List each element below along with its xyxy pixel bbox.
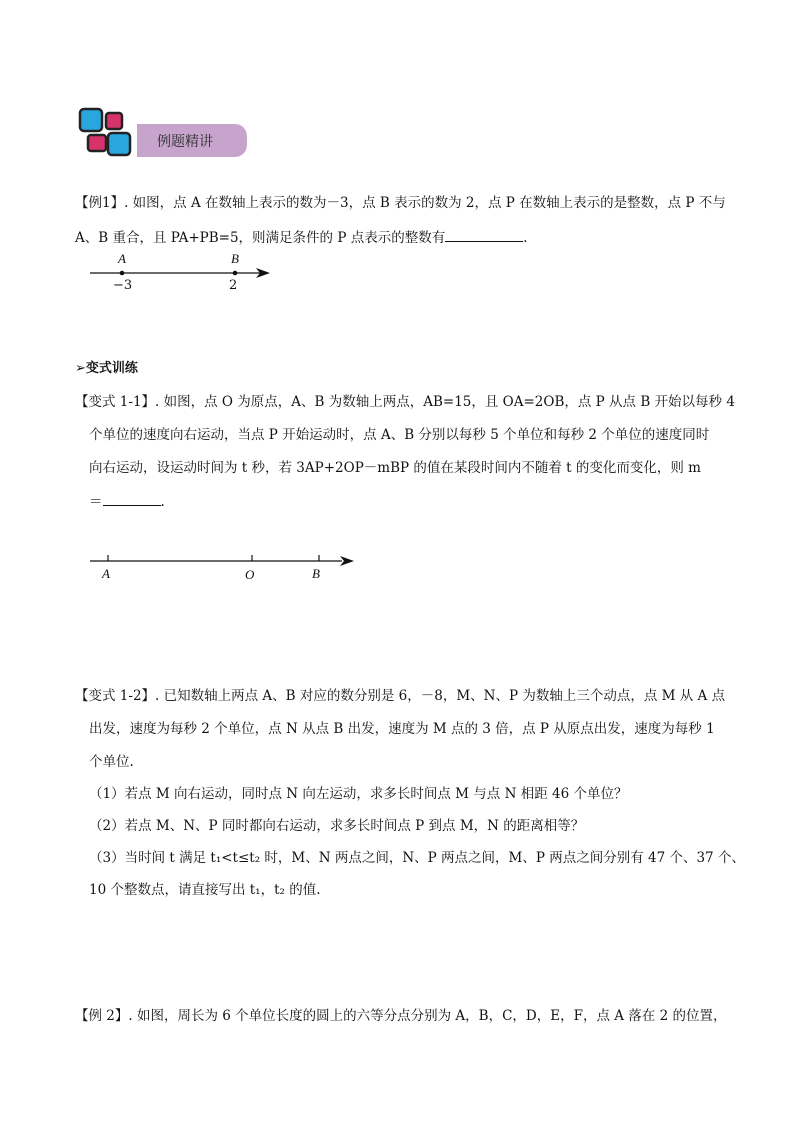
example1-label-a: A xyxy=(118,251,126,266)
example1-line2 xyxy=(75,226,528,248)
variation1-1-line4-prefix: ＝ xyxy=(89,494,103,510)
variation1-2-q1: （1）若点 M 向右运动，同时点 N 向左运动，求多长时间点 M 与点 N 相距 46 个单位？ xyxy=(89,786,628,802)
variation1-1-label-b: B xyxy=(312,566,320,581)
example1-value-a: −3 xyxy=(113,278,133,293)
section-logo-icon xyxy=(78,107,138,159)
example1-line2-end: . xyxy=(523,230,528,246)
variation1-1-answer-blank[interactable] xyxy=(103,490,161,506)
variation1-1-line3: 向右运动，设运动时间为 t 秒，若 3AP+2OP－mBP 的值在某段时间内不随着 t 的变化而变化，则 m xyxy=(89,460,701,476)
example2-line1: 【例 2】. 如图，周长为 6 个单位长度的圆上的六等分点分别为 A，B，C，D，E，F，点 A 落在 2 的位置， xyxy=(75,1008,727,1024)
variation1-2-q3-line1: （3）当时间 t 满足 t₁<t≤t₂ 时，M、N 两点之间，N、P 两点之间，M、P 两点之间分别有 47 个、37 个、 xyxy=(89,850,745,866)
variation1-1-label-o: O xyxy=(245,567,255,582)
example1-label-b: B xyxy=(231,251,239,266)
section-title-tab xyxy=(137,124,247,157)
variation1-1-line4 xyxy=(89,490,165,512)
variation1-1-line4-end: . xyxy=(160,494,165,510)
example1-line2-text: A、B 重合，且 PA+PB=5，则满足条件的 P 点表示的整数有 xyxy=(75,230,446,246)
variation1-2-line3: 个单位. xyxy=(89,754,134,770)
variation1-2-q3-line2: 10 个整数点，请直接写出 t₁，t₂ 的值. xyxy=(89,882,321,898)
example1-line1: 【例1】. 如图，点 A 在数轴上表示的数为－3，点 B 表示的数为 2，点 P 在数轴上表示的是整数，点 P 不与 xyxy=(75,195,726,211)
section-title: 例题精讲 xyxy=(157,134,213,150)
variation1-1-label-a: A xyxy=(102,566,110,581)
variation1-1-line2: 个单位的速度向右运动，当点 P 开始运动时，点 A、B 分别以每秒 5 个单位和每秒 2 个单位的速度同时 xyxy=(89,427,710,443)
number-line-arrow-icon xyxy=(340,556,354,566)
variation1-2-q2: （2）若点 M、N、P 同时都向右运动，求多长时间点 P 到点 M，N 的距离相等？ xyxy=(89,818,585,834)
variation1-1-line1: 【变式 1-1】. 如图，点 O 为原点，A、B 为数轴上两点，AB=15，且 OA=2OB，点 P 从点 B 开始以每秒 4 xyxy=(75,394,735,410)
example1-answer-blank[interactable] xyxy=(445,226,523,242)
example1-value-b: 2 xyxy=(229,278,238,293)
variation1-2-line1: 【变式 1-2】. 已知数轴上两点 A、B 对应的数分别是 6，－8，M、N、P 为数轴上三个动点，点 M 从 A 点 xyxy=(75,688,726,704)
point-a-dot xyxy=(120,271,125,276)
variation-heading: ➢变式训练 xyxy=(75,361,138,376)
point-b-dot xyxy=(233,271,238,276)
variation1-2-line2: 出发，速度为每秒 2 个单位，点 N 从点 B 出发，速度为 M 点的 3 倍，点 P 从原点出发，速度为每秒 1 xyxy=(89,721,715,737)
